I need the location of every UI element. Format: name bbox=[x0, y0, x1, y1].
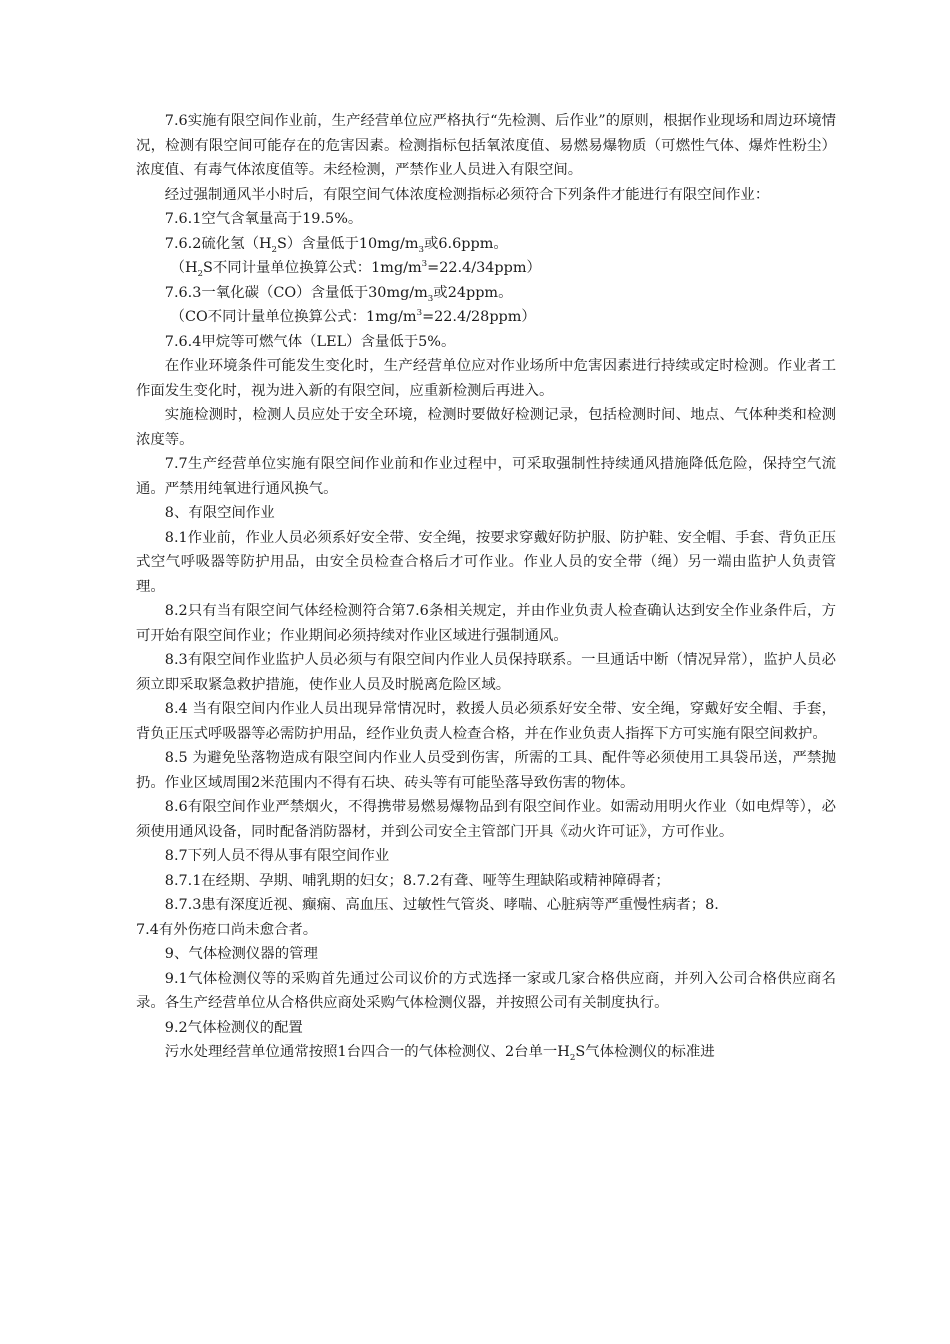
paragraph-8-7-3: 8.7.3患有深度近视、癫痫、高血压、过敏性气管炎、哮喘、心脏病等严重慢性病者；8. bbox=[164, 897, 719, 913]
paragraph-8-2: 8.2只有当有限空间气体经检测符合第7.6条相关规定，并由作业负责人检查确认达到安全作业条件后，方可开始有限空间作业；作业期间必须持续对作业区域进行强制通风。 bbox=[136, 603, 836, 644]
paragraph-7-6-3 bbox=[136, 281, 836, 306]
text-run: =22.4/28ppm） bbox=[422, 309, 536, 325]
text-run: 7.6.3一氧化碳（CO）含量低于30mg/m bbox=[164, 284, 428, 301]
subscript: 2 bbox=[569, 1052, 576, 1063]
paragraph-wastewater-config bbox=[136, 1040, 836, 1065]
text-run: =22.4/34ppm） bbox=[427, 260, 541, 276]
paragraph-7-6: 7.6实施有限空间作业前，生产经营单位应严格执行“先检测、后作业”的原则，根据作业现场和周边环境情况，检测有限空间可能存在的危害因素。检测指标包括氧浓度值、易燃易爆物质（可燃性气体、爆炸性粉尘）浓度值、有毒气体浓度值等。未经检测，严禁作业人员进入有限空间。 bbox=[136, 113, 836, 178]
paragraph-8-6: 8.6有限空间作业严禁烟火，不得携带易燃易爆物品到有限空间作业。如需动用明火作业（如电焊等），必须使用通风设备，同时配备消防器材，并到公司安全主管部门开具《动火许可证》，方可作业。 bbox=[136, 799, 836, 840]
paragraph-8-7: 8.7下列人员不得从事有限空间作业 bbox=[164, 848, 390, 864]
text-run: （H bbox=[170, 260, 198, 276]
superscript: 3 bbox=[421, 259, 428, 270]
text-run: S气体检测仪的标准进 bbox=[575, 1044, 715, 1060]
section-heading-9: 9、气体检测仪器的管理 bbox=[164, 946, 318, 962]
paragraph-h2s-conversion bbox=[136, 256, 836, 281]
paragraph-8-3: 8.3有限空间作业监护人员必须与有限空间内作业人员保持联系。一旦通话中断（情况异常），监护人员必须立即采取紧急救护措施，使作业人员及时脱离危险区域。 bbox=[136, 652, 836, 693]
paragraph-co-conversion bbox=[136, 305, 836, 330]
text-run: 污水处理经营单位通常按照1台四合一的气体检测仪、2台单一H bbox=[164, 1044, 570, 1060]
text-run: 或24ppm。 bbox=[433, 284, 513, 301]
text-run: 7.6.2硫化氢（H bbox=[164, 235, 272, 252]
paragraph-7-6-4: 7.6.4甲烷等可燃气体（LEL）含量低于5%。 bbox=[164, 333, 456, 350]
paragraph-7-6-1: 7.6.1空气含氧量高于19.5%。 bbox=[164, 211, 363, 227]
paragraph-7-7: 7.7生产经营单位实施有限空间作业前和作业过程中，可采取强制性持续通风措施降低危险，保持空气流通。严禁用纯氧进行通风换气。 bbox=[136, 456, 836, 497]
paragraph-detection-records: 实施检测时，检测人员应处于安全环境，检测时要做好检测记录，包括检测时间、地点、气体种类和检测浓度等。 bbox=[136, 407, 836, 448]
text-run: 或6.6ppm。 bbox=[424, 235, 508, 252]
paragraph-8-4: 8.4 当有限空间内作业人员出现异常情况时，救援人员必须系好安全带、安全绳，穿戴好安全帽、手套，背负正压式呼吸器等必需防护用品，经作业负责人检查合格，并在作业负责人指挥下方可实施有限空间救护。 bbox=[136, 701, 836, 742]
subscript: 3 bbox=[418, 244, 425, 255]
document-body bbox=[136, 109, 836, 1065]
paragraph-8-7-4: 7.4有外伤疮口尚未愈合者。 bbox=[136, 921, 318, 938]
subscript: 2 bbox=[271, 244, 278, 255]
text-run: S）含量低于10mg/m bbox=[277, 235, 419, 252]
paragraph-ventilation-conditions: 经过强制通风半小时后，有限空间气体浓度检测指标必须符合下列条件才能进行有限空间作业： bbox=[164, 186, 770, 203]
superscript: 3 bbox=[416, 308, 423, 319]
paragraph-7-6-2 bbox=[136, 232, 836, 257]
paragraph-8-5: 8.5 为避免坠落物造成有限空间内作业人员受到伤害，所需的工具、配件等必须使用工具袋吊送，严禁抛扔。作业区域周围2米范围内不得有石块、砖头等有可能坠落导致伤害的物体。 bbox=[136, 750, 836, 791]
subscript: 2 bbox=[197, 268, 203, 279]
section-heading-8: 8、有限空间作业 bbox=[164, 505, 275, 521]
paragraph-8-1: 8.1作业前，作业人员必须系好安全带、安全绳，按要求穿戴好防护服、防护鞋、安全帽、手套、背负正压式空气呼吸器等防护用品，由安全员检查合格后才可作业。作业人员的安全带（绳）另一端由监护人负责管理。 bbox=[136, 529, 836, 595]
paragraph-continuous-detection: 在作业环境条件可能发生变化时，生产经营单位应对作业场所中危害因素进行持续或定时检测。作业者工作面发生变化时，视为进入新的有限空间，应重新检测后再进入。 bbox=[136, 358, 836, 399]
subscript: 3 bbox=[427, 293, 434, 304]
text-run: S不同计量单位换算公式：1mg/m bbox=[203, 260, 422, 276]
paragraph-9-1: 9.1气体检测仪等的采购首先通过公司议价的方式选择一家或几家合格供应商，并列入公司合格供应商名录。各生产经营单位从合格供应商处采购气体检测仪器，并按照公司有关制度执行。 bbox=[136, 970, 836, 1011]
text-run: （CO不同计量单位换算公式：1mg/m bbox=[170, 309, 417, 325]
paragraph-9-2: 9.2气体检测仪的配置 bbox=[164, 1019, 303, 1036]
paragraph-8-7-1: 8.7.1在经期、孕期、哺乳期的妇女；8.7.2有聋、哑等生理缺陷或精神障碍者； bbox=[164, 872, 670, 889]
